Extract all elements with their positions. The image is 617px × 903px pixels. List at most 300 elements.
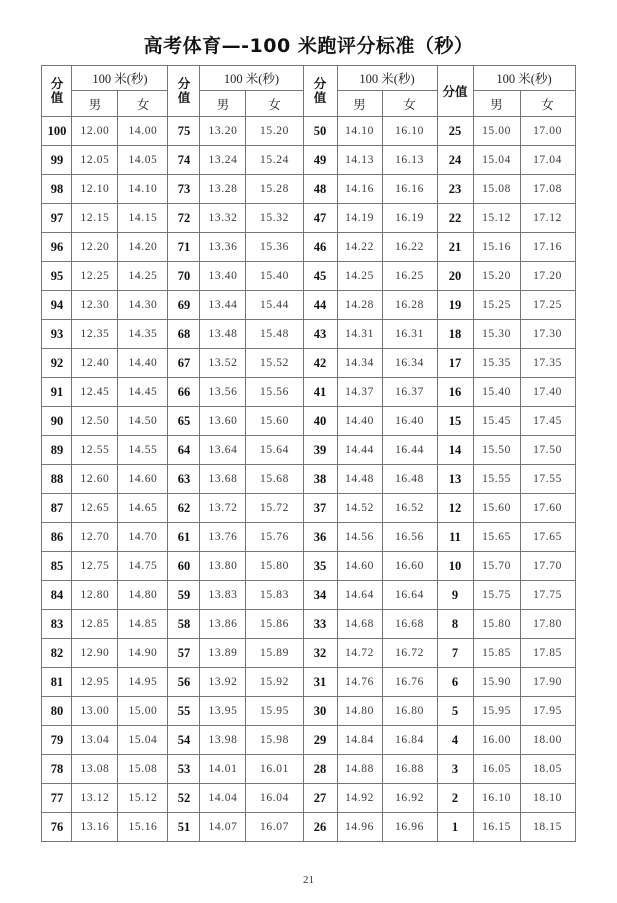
male-time-cell: 14.80: [337, 697, 382, 726]
male-time-cell: 12.85: [72, 610, 118, 639]
female-time-cell: 16.72: [382, 639, 437, 668]
male-time-cell: 15.85: [473, 639, 520, 668]
male-time-cell: 13.72: [200, 494, 246, 523]
score-cell: 73: [168, 175, 200, 204]
male-time-cell: 13.76: [200, 523, 246, 552]
table-row: [42, 552, 575, 581]
female-time-cell: 17.75: [520, 581, 575, 610]
male-time-cell: 15.45: [473, 407, 520, 436]
female-header: 女: [118, 91, 168, 117]
table-row: [42, 436, 575, 465]
male-header: 男: [72, 91, 118, 117]
male-header: 男: [337, 91, 382, 117]
male-time-cell: 13.89: [200, 639, 246, 668]
male-time-cell: 15.40: [473, 378, 520, 407]
male-time-cell: 12.90: [72, 639, 118, 668]
female-time-cell: 17.85: [520, 639, 575, 668]
male-time-cell: 15.00: [473, 117, 520, 146]
male-time-cell: 15.95: [473, 697, 520, 726]
female-time-cell: 15.00: [118, 697, 168, 726]
female-time-cell: 16.01: [246, 755, 303, 784]
score-cell: 90: [42, 407, 72, 436]
female-time-cell: 17.70: [520, 552, 575, 581]
male-time-cell: 13.08: [72, 755, 118, 784]
female-time-cell: 14.85: [118, 610, 168, 639]
male-time-cell: 14.76: [337, 668, 382, 697]
female-time-cell: 17.95: [520, 697, 575, 726]
male-time-cell: 15.30: [473, 320, 520, 349]
female-time-cell: 16.92: [382, 784, 437, 813]
male-time-cell: 16.15: [473, 813, 520, 842]
female-time-cell: 17.00: [520, 117, 575, 146]
female-time-cell: 16.48: [382, 465, 437, 494]
female-time-cell: 16.40: [382, 407, 437, 436]
table-row: [42, 523, 575, 552]
score-cell: 93: [42, 320, 72, 349]
female-time-cell: 16.13: [382, 146, 437, 175]
page-number: 21: [303, 874, 314, 886]
female-time-cell: 15.86: [246, 610, 303, 639]
score-cell: 34: [303, 581, 337, 610]
female-time-cell: 14.80: [118, 581, 168, 610]
score-cell: 52: [168, 784, 200, 813]
female-time-cell: 15.80: [246, 552, 303, 581]
male-time-cell: 12.20: [72, 233, 118, 262]
female-time-cell: 16.25: [382, 262, 437, 291]
male-time-cell: 14.40: [337, 407, 382, 436]
score-cell: 39: [303, 436, 337, 465]
score-cell: 12: [437, 494, 473, 523]
female-time-cell: 16.31: [382, 320, 437, 349]
score-cell: 15: [437, 407, 473, 436]
female-time-cell: 15.89: [246, 639, 303, 668]
male-time-cell: 13.28: [200, 175, 246, 204]
male-time-cell: 13.98: [200, 726, 246, 755]
female-time-cell: 15.52: [246, 349, 303, 378]
male-header: 男: [473, 91, 520, 117]
score-cell: 53: [168, 755, 200, 784]
male-time-cell: 12.35: [72, 320, 118, 349]
score-cell: 92: [42, 349, 72, 378]
female-time-cell: 15.16: [118, 813, 168, 842]
female-time-cell: 16.76: [382, 668, 437, 697]
score-cell: 25: [437, 117, 473, 146]
score-cell: 14: [437, 436, 473, 465]
male-time-cell: 12.75: [72, 552, 118, 581]
male-time-cell: 12.40: [72, 349, 118, 378]
score-table: [41, 65, 575, 842]
table-row: [42, 233, 575, 262]
score-cell: 28: [303, 755, 337, 784]
female-time-cell: 16.96: [382, 813, 437, 842]
male-time-cell: 14.60: [337, 552, 382, 581]
male-time-cell: 14.68: [337, 610, 382, 639]
male-time-cell: 14.22: [337, 233, 382, 262]
score-header-line1: 分: [313, 76, 327, 91]
male-time-cell: 13.95: [200, 697, 246, 726]
female-header: 女: [382, 91, 437, 117]
male-time-cell: 13.16: [72, 813, 118, 842]
female-time-cell: 17.04: [520, 146, 575, 175]
female-time-cell: 17.20: [520, 262, 575, 291]
female-time-cell: 17.40: [520, 378, 575, 407]
male-time-cell: 13.20: [200, 117, 246, 146]
score-cell: 100: [42, 117, 72, 146]
male-time-cell: 14.34: [337, 349, 382, 378]
female-time-cell: 14.35: [118, 320, 168, 349]
female-time-cell: 17.30: [520, 320, 575, 349]
female-time-cell: 14.15: [118, 204, 168, 233]
female-time-cell: 16.07: [246, 813, 303, 842]
score-header-line1: 分: [177, 76, 191, 91]
female-time-cell: 14.75: [118, 552, 168, 581]
male-time-cell: 15.50: [473, 436, 520, 465]
table-row: [42, 697, 575, 726]
female-time-cell: 16.22: [382, 233, 437, 262]
male-time-cell: 12.10: [72, 175, 118, 204]
male-time-cell: 14.37: [337, 378, 382, 407]
male-time-cell: 13.44: [200, 291, 246, 320]
female-time-cell: 14.65: [118, 494, 168, 523]
female-time-cell: 14.90: [118, 639, 168, 668]
score-cell: 67: [168, 349, 200, 378]
table-row: [42, 291, 575, 320]
male-time-cell: 15.12: [473, 204, 520, 233]
score-cell: 41: [303, 378, 337, 407]
score-header-text: [314, 77, 327, 106]
female-time-cell: 14.50: [118, 407, 168, 436]
female-time-cell: 14.45: [118, 378, 168, 407]
score-header-line2: 值: [50, 91, 64, 105]
score-cell: 61: [168, 523, 200, 552]
male-time-cell: 12.30: [72, 291, 118, 320]
male-time-cell: 15.80: [473, 610, 520, 639]
male-time-cell: 16.10: [473, 784, 520, 813]
female-time-cell: 17.08: [520, 175, 575, 204]
score-cell: 10: [437, 552, 473, 581]
score-cell: 19: [437, 291, 473, 320]
female-time-cell: 16.56: [382, 523, 437, 552]
table-header: [42, 66, 575, 117]
male-time-cell: 14.04: [200, 784, 246, 813]
score-cell: 2: [437, 784, 473, 813]
score-cell: 97: [42, 204, 72, 233]
score-cell: 54: [168, 726, 200, 755]
male-time-cell: 14.13: [337, 146, 382, 175]
male-time-cell: 16.05: [473, 755, 520, 784]
female-time-cell: 14.00: [118, 117, 168, 146]
male-time-cell: 14.52: [337, 494, 382, 523]
male-time-cell: 13.48: [200, 320, 246, 349]
female-time-cell: 15.44: [246, 291, 303, 320]
male-time-cell: 15.20: [473, 262, 520, 291]
male-time-cell: 14.07: [200, 813, 246, 842]
score-cell: 56: [168, 668, 200, 697]
score-cell: 40: [303, 407, 337, 436]
table-row: [42, 407, 575, 436]
score-cell: 13: [437, 465, 473, 494]
score-cell: 27: [303, 784, 337, 813]
score-cell: 89: [42, 436, 72, 465]
score-cell: 5: [437, 697, 473, 726]
score-cell: 57: [168, 639, 200, 668]
score-cell: 80: [42, 697, 72, 726]
score-cell: 76: [42, 813, 72, 842]
score-cell: 49: [303, 146, 337, 175]
score-cell: 62: [168, 494, 200, 523]
table-row: [42, 465, 575, 494]
female-time-cell: 15.08: [118, 755, 168, 784]
female-time-cell: 14.60: [118, 465, 168, 494]
score-cell: 65: [168, 407, 200, 436]
male-time-cell: 13.83: [200, 581, 246, 610]
document-title: 高考体育—-100 米跑评分标准（秒）: [143, 35, 474, 57]
male-time-cell: 13.12: [72, 784, 118, 813]
male-time-cell: 13.40: [200, 262, 246, 291]
female-time-cell: 15.60: [246, 407, 303, 436]
score-cell: 88: [42, 465, 72, 494]
female-time-cell: 15.20: [246, 117, 303, 146]
male-time-cell: 12.70: [72, 523, 118, 552]
male-time-cell: 13.68: [200, 465, 246, 494]
female-time-cell: 16.04: [246, 784, 303, 813]
score-cell: 82: [42, 639, 72, 668]
score-value-header: [168, 66, 200, 117]
table-row: [42, 755, 575, 784]
female-time-cell: 14.05: [118, 146, 168, 175]
score-cell: 91: [42, 378, 72, 407]
male-time-cell: 14.92: [337, 784, 382, 813]
male-time-cell: 14.10: [337, 117, 382, 146]
score-cell: 60: [168, 552, 200, 581]
female-time-cell: 15.24: [246, 146, 303, 175]
score-cell: 94: [42, 291, 72, 320]
score-cell: 55: [168, 697, 200, 726]
score-cell: 36: [303, 523, 337, 552]
score-cell: 3: [437, 755, 473, 784]
female-header: 女: [520, 91, 575, 117]
female-time-cell: 16.28: [382, 291, 437, 320]
male-time-cell: 13.32: [200, 204, 246, 233]
distance-header: 100 米(秒): [72, 66, 168, 91]
table-row: [42, 668, 575, 697]
score-cell: 95: [42, 262, 72, 291]
male-time-cell: 14.44: [337, 436, 382, 465]
male-time-cell: 13.36: [200, 233, 246, 262]
table-row: [42, 378, 575, 407]
male-time-cell: 13.86: [200, 610, 246, 639]
score-value-header: 分值: [437, 66, 473, 117]
score-cell: 66: [168, 378, 200, 407]
female-time-cell: 17.80: [520, 610, 575, 639]
score-cell: 71: [168, 233, 200, 262]
female-time-cell: 16.10: [382, 117, 437, 146]
score-cell: 18: [437, 320, 473, 349]
score-cell: 42: [303, 349, 337, 378]
score-cell: 46: [303, 233, 337, 262]
male-time-cell: 12.95: [72, 668, 118, 697]
female-time-cell: 15.95: [246, 697, 303, 726]
female-time-cell: 15.40: [246, 262, 303, 291]
table-row: [42, 581, 575, 610]
score-cell: 38: [303, 465, 337, 494]
male-time-cell: 13.00: [72, 697, 118, 726]
score-value-header: [42, 66, 72, 117]
female-time-cell: 18.15: [520, 813, 575, 842]
table-row: [42, 117, 575, 146]
female-time-cell: 15.72: [246, 494, 303, 523]
female-time-cell: 15.36: [246, 233, 303, 262]
score-cell: 75: [168, 117, 200, 146]
score-cell: 83: [42, 610, 72, 639]
female-time-cell: 16.52: [382, 494, 437, 523]
score-cell: 47: [303, 204, 337, 233]
score-cell: 33: [303, 610, 337, 639]
female-time-cell: 14.70: [118, 523, 168, 552]
score-cell: 16: [437, 378, 473, 407]
male-time-cell: 15.35: [473, 349, 520, 378]
female-time-cell: 14.30: [118, 291, 168, 320]
score-cell: 32: [303, 639, 337, 668]
female-time-cell: 16.34: [382, 349, 437, 378]
male-time-cell: 12.25: [72, 262, 118, 291]
score-cell: 51: [168, 813, 200, 842]
male-time-cell: 13.92: [200, 668, 246, 697]
female-time-cell: 16.80: [382, 697, 437, 726]
score-cell: 20: [437, 262, 473, 291]
table-row: [42, 494, 575, 523]
male-time-cell: 14.16: [337, 175, 382, 204]
score-header-line2: 值: [313, 91, 327, 105]
female-time-cell: 17.60: [520, 494, 575, 523]
score-cell: 26: [303, 813, 337, 842]
table-row: [42, 349, 575, 378]
score-cell: 43: [303, 320, 337, 349]
score-header-line2: 值: [177, 91, 191, 105]
male-header: 男: [200, 91, 246, 117]
score-cell: 68: [168, 320, 200, 349]
male-time-cell: 14.25: [337, 262, 382, 291]
score-cell: 17: [437, 349, 473, 378]
male-time-cell: 14.72: [337, 639, 382, 668]
male-time-cell: 12.55: [72, 436, 118, 465]
score-cell: 1: [437, 813, 473, 842]
female-time-cell: 15.32: [246, 204, 303, 233]
male-time-cell: 12.60: [72, 465, 118, 494]
table-row: [42, 784, 575, 813]
female-time-cell: 18.05: [520, 755, 575, 784]
score-cell: 21: [437, 233, 473, 262]
score-cell: 4: [437, 726, 473, 755]
score-cell: 7: [437, 639, 473, 668]
male-time-cell: 15.08: [473, 175, 520, 204]
male-time-cell: 13.24: [200, 146, 246, 175]
male-time-cell: 14.19: [337, 204, 382, 233]
male-time-cell: 14.84: [337, 726, 382, 755]
male-time-cell: 13.60: [200, 407, 246, 436]
female-time-cell: 14.25: [118, 262, 168, 291]
female-time-cell: 17.16: [520, 233, 575, 262]
table-row: [42, 146, 575, 175]
female-time-cell: 16.60: [382, 552, 437, 581]
male-time-cell: 14.31: [337, 320, 382, 349]
male-time-cell: 14.56: [337, 523, 382, 552]
male-time-cell: 15.70: [473, 552, 520, 581]
female-time-cell: 18.10: [520, 784, 575, 813]
female-time-cell: 16.64: [382, 581, 437, 610]
female-time-cell: 15.68: [246, 465, 303, 494]
female-time-cell: 14.55: [118, 436, 168, 465]
male-time-cell: 15.60: [473, 494, 520, 523]
score-cell: 59: [168, 581, 200, 610]
male-time-cell: 12.80: [72, 581, 118, 610]
female-time-cell: 16.44: [382, 436, 437, 465]
female-time-cell: 15.12: [118, 784, 168, 813]
female-time-cell: 16.37: [382, 378, 437, 407]
female-time-cell: 15.83: [246, 581, 303, 610]
header-row-top: [42, 66, 575, 91]
table-row: [42, 175, 575, 204]
female-time-cell: 16.84: [382, 726, 437, 755]
female-time-cell: 15.28: [246, 175, 303, 204]
male-time-cell: 15.55: [473, 465, 520, 494]
distance-header: 100 米(秒): [200, 66, 303, 91]
male-time-cell: 13.52: [200, 349, 246, 378]
female-time-cell: 14.20: [118, 233, 168, 262]
female-header: 女: [246, 91, 303, 117]
distance-header: 100 米(秒): [473, 66, 575, 91]
score-header-text: [178, 77, 191, 106]
score-cell: 8: [437, 610, 473, 639]
score-cell: 48: [303, 175, 337, 204]
score-cell: 31: [303, 668, 337, 697]
score-cell: 81: [42, 668, 72, 697]
male-time-cell: 12.65: [72, 494, 118, 523]
female-time-cell: 15.04: [118, 726, 168, 755]
male-time-cell: 14.01: [200, 755, 246, 784]
male-time-cell: 15.65: [473, 523, 520, 552]
female-time-cell: 17.55: [520, 465, 575, 494]
table-row: [42, 813, 575, 842]
score-cell: 45: [303, 262, 337, 291]
score-cell: 30: [303, 697, 337, 726]
male-time-cell: 15.04: [473, 146, 520, 175]
female-time-cell: 17.45: [520, 407, 575, 436]
score-table-body: [42, 117, 575, 842]
male-time-cell: 15.75: [473, 581, 520, 610]
score-cell: 37: [303, 494, 337, 523]
male-time-cell: 15.25: [473, 291, 520, 320]
score-header-text: [51, 77, 64, 106]
male-time-cell: 12.15: [72, 204, 118, 233]
male-time-cell: 12.50: [72, 407, 118, 436]
score-cell: 44: [303, 291, 337, 320]
male-time-cell: 13.56: [200, 378, 246, 407]
score-cell: 74: [168, 146, 200, 175]
male-time-cell: 13.80: [200, 552, 246, 581]
female-time-cell: 17.65: [520, 523, 575, 552]
table-row: [42, 726, 575, 755]
male-time-cell: 16.00: [473, 726, 520, 755]
score-value-header: [303, 66, 337, 117]
score-cell: 64: [168, 436, 200, 465]
male-time-cell: 14.28: [337, 291, 382, 320]
female-time-cell: 17.50: [520, 436, 575, 465]
male-time-cell: 12.45: [72, 378, 118, 407]
table-row: [42, 639, 575, 668]
score-cell: 79: [42, 726, 72, 755]
score-cell: 63: [168, 465, 200, 494]
